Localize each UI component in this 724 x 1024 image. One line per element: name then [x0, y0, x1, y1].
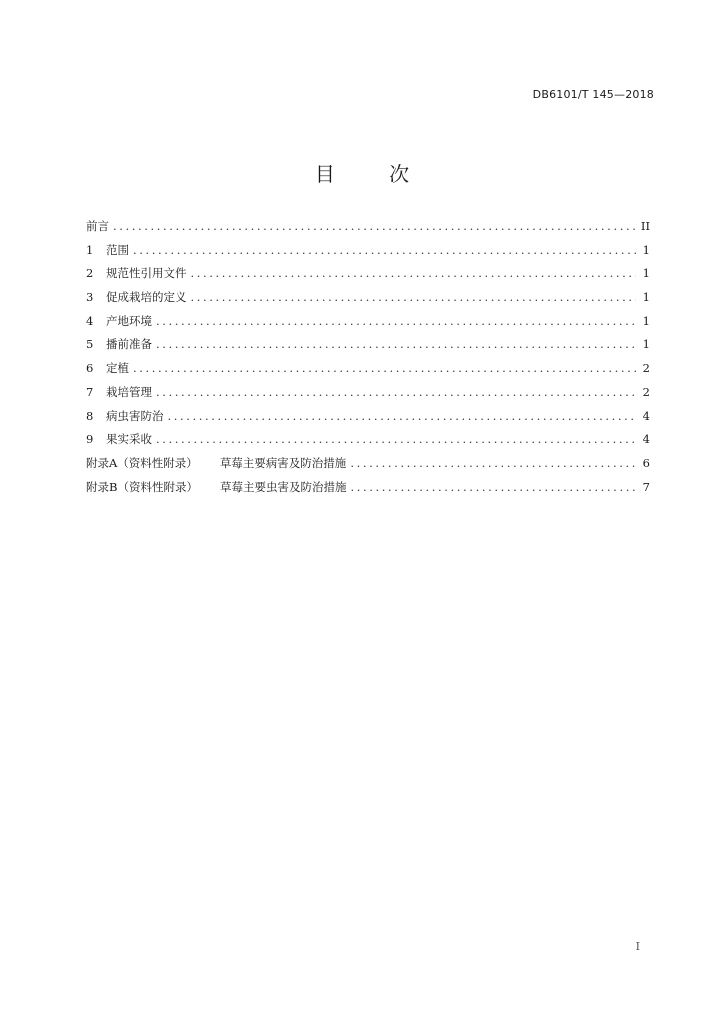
document-code: DB6101/T 145—2018	[532, 88, 654, 101]
toc-page-number: II	[640, 219, 650, 233]
toc-entry[interactable]	[86, 431, 650, 455]
toc-entry-label: 前言	[86, 219, 109, 233]
toc-entry-label: 产地环境	[106, 313, 152, 328]
toc-title-char: 目	[314, 162, 335, 186]
toc-entry-label: 促成栽培的定义	[106, 290, 187, 305]
toc-page-number: 1	[642, 242, 650, 257]
toc-leader-dots	[133, 361, 636, 375]
toc-leader-dots	[350, 456, 636, 470]
toc-leader-dots	[133, 243, 636, 257]
toc-entry-number: 3	[86, 290, 94, 305]
toc-leader-dots	[168, 409, 637, 423]
toc-page-number: 1	[642, 266, 650, 281]
toc-leader-dots	[191, 266, 637, 280]
toc-entry-number: 1	[86, 242, 94, 257]
toc-entry-number: 8	[86, 408, 94, 423]
toc-leader-dots	[156, 385, 636, 399]
toc-entry[interactable]	[86, 360, 650, 384]
toc-page-number: 2	[642, 384, 650, 399]
toc-entry[interactable]	[86, 242, 650, 266]
toc-entry-number: 5	[86, 337, 94, 352]
toc-page-number: 7	[642, 479, 650, 494]
toc-leader-dots	[156, 314, 636, 328]
toc-entry-number: 7	[86, 384, 94, 399]
toc-leader-dots	[350, 480, 636, 494]
toc-entry[interactable]	[86, 408, 650, 432]
toc-entry-number: 6	[86, 361, 94, 376]
toc-entry-foreword[interactable]	[86, 218, 650, 242]
page-number: I	[635, 940, 640, 953]
toc-page-number: 1	[642, 313, 650, 328]
toc-page-number: 2	[642, 361, 650, 376]
toc-page-number: 4	[642, 408, 650, 423]
toc-leader-dots	[191, 290, 637, 304]
toc-entry[interactable]	[86, 265, 650, 289]
toc-entry-number: 4	[86, 313, 94, 328]
toc-page-number: 4	[642, 432, 650, 447]
toc-appendix-b[interactable]	[86, 479, 650, 503]
toc-entry[interactable]	[86, 384, 650, 408]
toc-appendix-prefix: 附录A（资料性附录）	[86, 455, 198, 470]
toc-page-number: 6	[642, 455, 650, 470]
toc-title-char: 次	[389, 162, 410, 186]
toc-title	[0, 158, 724, 187]
toc-page-number: 1	[642, 290, 650, 305]
toc-entry-number: 9	[86, 432, 94, 447]
toc-leader-dots	[113, 219, 636, 233]
toc-entry-label: 规范性引用文件	[106, 266, 187, 281]
toc-appendix-label: 草莓主要虫害及防治措施	[219, 479, 347, 494]
toc-leader-dots	[156, 337, 636, 351]
toc-entry[interactable]	[86, 313, 650, 337]
toc-appendix-prefix: 附录B（资料性附录）	[86, 479, 198, 494]
table-of-contents	[86, 218, 650, 502]
toc-entry-label: 病虫害防治	[106, 408, 164, 423]
toc-appendix-a[interactable]	[86, 455, 650, 479]
toc-entry-label: 栽培管理	[106, 384, 152, 399]
toc-entry-label: 定植	[106, 361, 129, 376]
toc-leader-dots	[156, 432, 636, 446]
toc-entry-label: 播前准备	[106, 337, 152, 352]
toc-appendix-label: 草莓主要病害及防治措施	[219, 455, 347, 470]
toc-page-number: 1	[642, 337, 650, 352]
toc-entry-label: 果实采收	[106, 432, 152, 447]
toc-entry-number: 2	[86, 266, 94, 281]
toc-entry-label: 范围	[106, 242, 129, 257]
toc-entry[interactable]	[86, 289, 650, 313]
toc-entry[interactable]	[86, 336, 650, 360]
